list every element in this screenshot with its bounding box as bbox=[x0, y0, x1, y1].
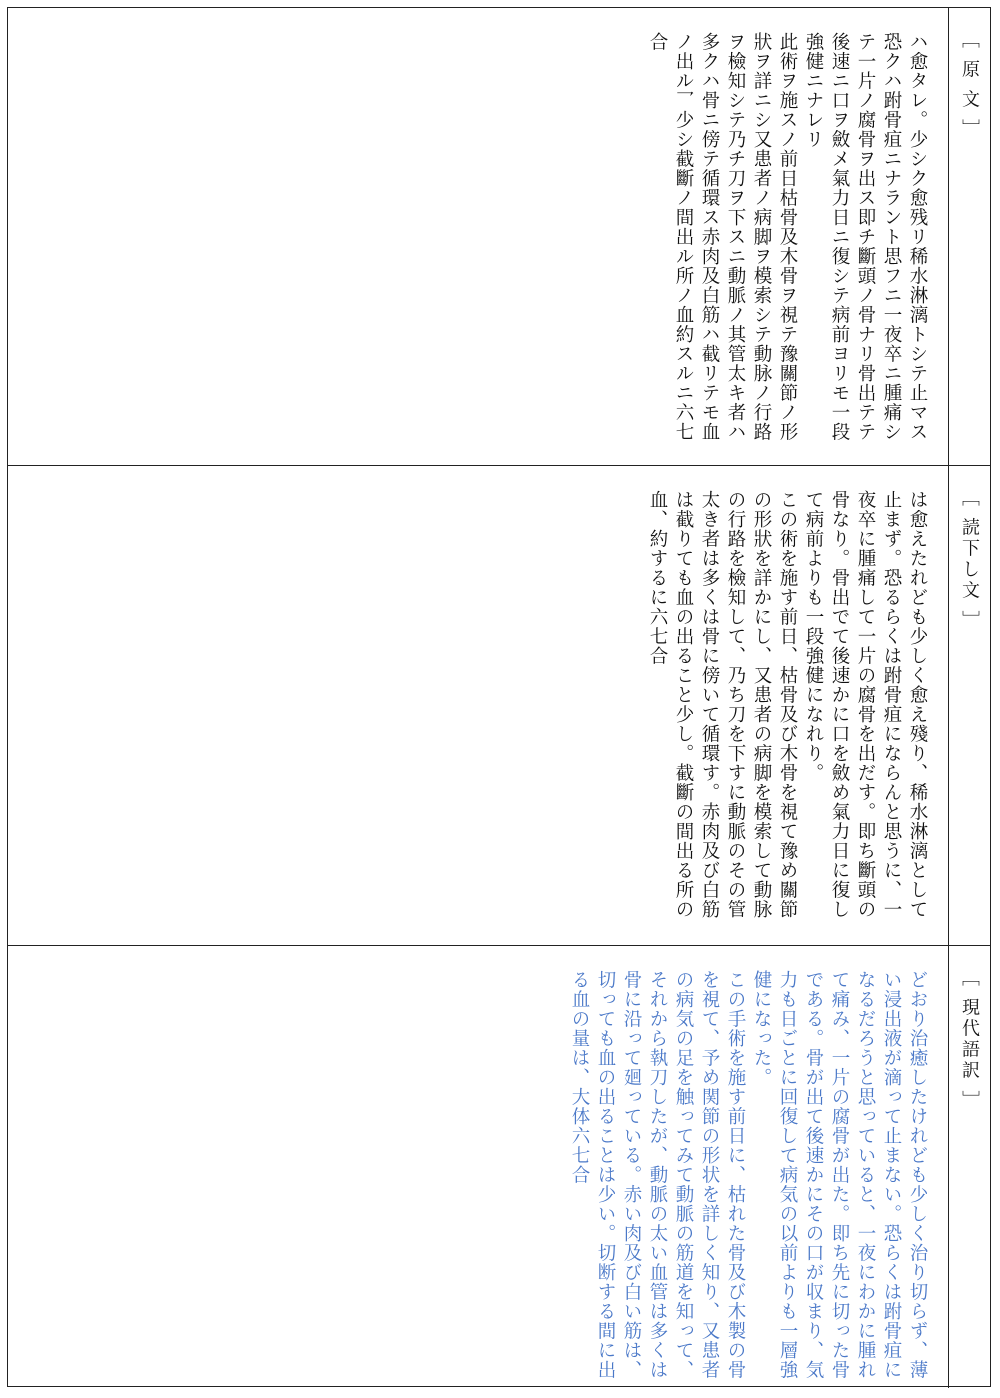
original-label: ［ 原 文 ］ bbox=[959, 30, 980, 141]
reading-text bbox=[644, 490, 930, 930]
original-text bbox=[644, 32, 930, 452]
original-paragraph-1: ハ愈タレ。少シク愈残リ稀水淋漓トシテ止マス恐クハ跗骨疽ニナラント思フニ一夜卒ニ腫痛シテ一片ノ腐骨ヲ出ス即チ斷頭ノ骨ナリ骨出テテ後速ニ口ヲ斂メ氣力日ニ復シテ病前ヨリモ一段強健ニナレリ bbox=[803, 32, 928, 442]
reading-text-section bbox=[8, 466, 990, 946]
original-label-column bbox=[948, 8, 990, 465]
reading-label: ［ 読下し文 ］ bbox=[959, 488, 980, 632]
original-text-section bbox=[8, 8, 990, 466]
modern-paragraph-2: この手術を施す前日に、枯れた骨及び木製の骨を視て、予め関節の形状を詳しく知り、又患者の病気の足を触ってみて動脈の筋道を知って、それから執刀したが、動脈の太い血管は多くは骨に沿って廻っている。赤い肉及び白い筋は、切っても血の出ることは少い。切断する間に出る血の量は、大体六七合 bbox=[569, 970, 746, 1380]
modern-paragraph-1: どおり治癒したけれども少しく治り切らず、薄い浸出液が滴って止まない。恐らくは跗骨疽になるだろうと思っていると、一夜にわかに腫れて痛み、一片の腐骨が出た。即ち先に切った骨である。骨が出て後速かにその口が収まり、気力も日ごとに回復して病気の以前よりも一層強健になった。 bbox=[751, 970, 928, 1380]
modern-translation-section bbox=[8, 946, 990, 1388]
reading-paragraph-2: この術を施す前日、枯骨及び木骨を視て豫め關節の形狀を詳かにし、又患者の病脚を模索して動脉の行路を檢知して、乃ち刀を下すに動脈のその管太き者は多くは骨に傍いて循環す。赤肉及び白筋は截りても血の出ること少し。截斷の間出る所の血、約するに六七合 bbox=[647, 490, 798, 919]
modern-text bbox=[566, 970, 930, 1380]
modern-label: ［ 現代語訳 ］ bbox=[959, 968, 980, 1112]
original-paragraph-2: 此術ヲ施スノ前日枯骨及木骨ヲ視テ豫關節ノ形狀ヲ詳ニシ又患者ノ病脚ヲ模索シテ動脉ノ行路ヲ檢知シテ乃チ刀ヲ下スニ動脈ノ其管太キ者ハ多クハ骨ニ傍テ循環ス赤肉及白筋ハ截リテモ血ノ出ル乛少シ截斷ノ間出ル所ノ血約スルニ六七合 bbox=[647, 32, 798, 442]
document-frame bbox=[7, 7, 991, 1387]
reading-paragraph-1: は愈えたれども少しく愈え殘り、稀水淋漓として止まず。恐るらくは跗骨疽にならんと思うに、一夜卒に腫痛して一片の腐骨を出だす。即ち斷頭の骨なり。骨出でて後速かに口を斂め氣力日に復して病前よりも一段強健になれり。 bbox=[803, 490, 928, 919]
reading-label-column bbox=[948, 466, 990, 945]
modern-label-column bbox=[948, 946, 990, 1388]
